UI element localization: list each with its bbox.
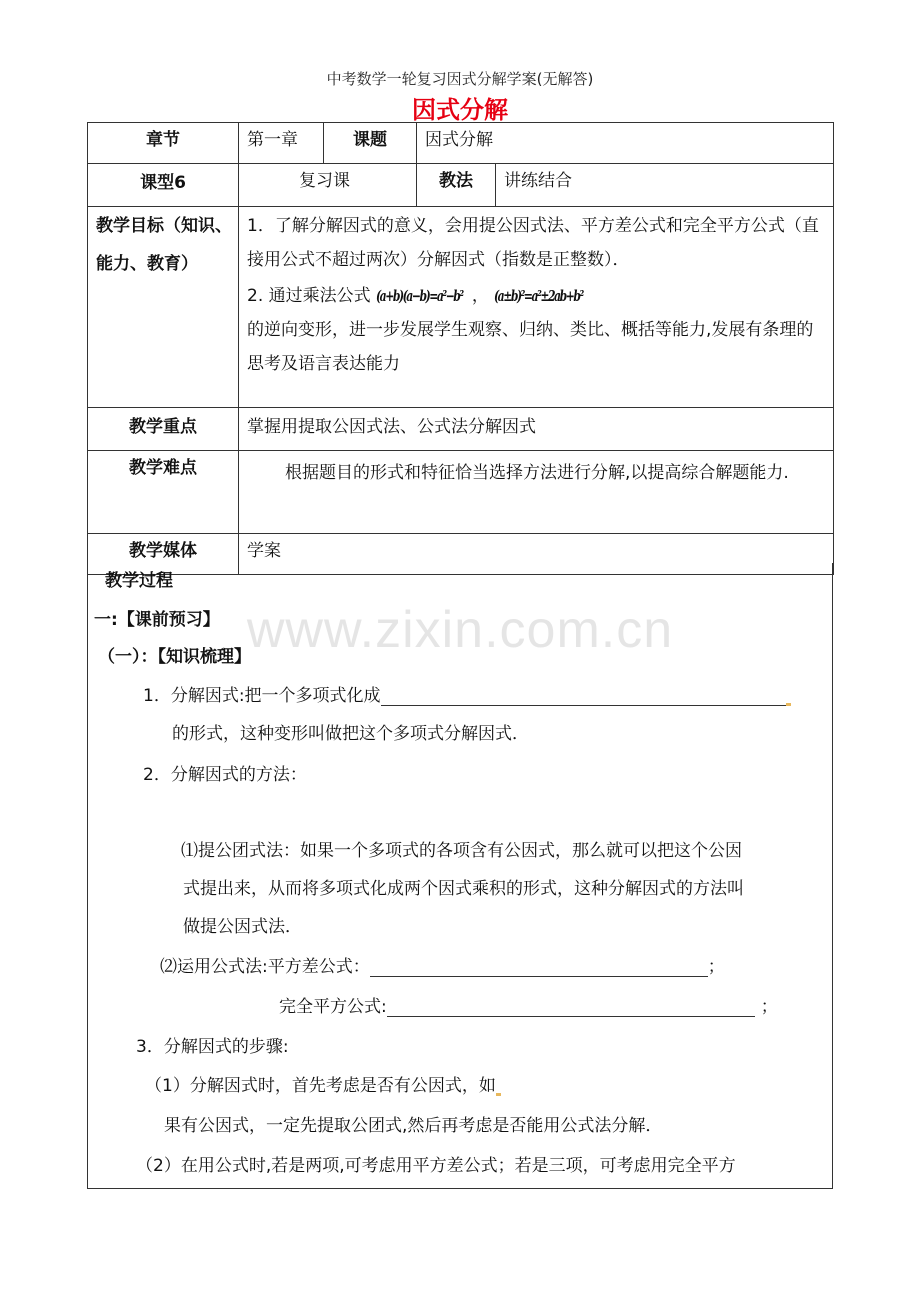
- item2: 2．分解因式的方法：: [143, 765, 307, 785]
- document-title: 因式分解: [412, 96, 508, 124]
- item1-blank: [381, 687, 786, 706]
- method2-line1: [160, 952, 725, 977]
- goals-label: 教学目标（知识、能力、教育）: [88, 207, 239, 408]
- goals-line3: 的逆向变形，进一步发展学生观察、归纳、类比、概括等能力,发展有条理的思考及语言表达能力: [247, 320, 814, 374]
- method-label: 教法: [417, 164, 496, 207]
- goals-line1: 1．了解分解因式的意义，会用提公因式法、平方差公式和完全平方公式（直接用公式不超过两次）分解因式（指数是正整数）．: [247, 216, 819, 270]
- topic-label: 课题: [324, 123, 417, 164]
- method2-text: ⑵运用公式法:平方差公式：: [160, 957, 370, 977]
- item3: 3．分解因式的步骤:: [136, 1037, 289, 1057]
- item1-text: 1．分解因式:把一个多项式化成: [143, 686, 381, 706]
- perfect-square-blank: [387, 998, 755, 1017]
- method2-line2-end: ；: [760, 997, 778, 1017]
- difference-of-squares-blank: [370, 958, 708, 977]
- goals-line2-prefix: 2. 通过乘法公式: [247, 286, 371, 306]
- difference-of-squares-formula: (a+b)(a−b)=a²−b²: [376, 287, 463, 305]
- document-header: 中考数学一轮复习因式分解学案(无解答): [326, 70, 594, 88]
- step2-line1: （2）在用公式时,若是两项,可考虑用平方差公式；若是三项，可考虑用完全平方: [136, 1156, 736, 1176]
- media-value: 学案: [239, 534, 834, 575]
- goals-line2: [247, 279, 823, 313]
- method2-end: ；: [707, 957, 725, 977]
- method1-line3: 做提公因式法．: [183, 917, 302, 937]
- mark-dot: [496, 1093, 501, 1096]
- media-label: 教学媒体: [88, 534, 239, 575]
- mark-dot: [786, 703, 791, 706]
- section-preview: 一:【课前预习】: [94, 610, 220, 630]
- method-value: 讲练结合: [496, 164, 834, 207]
- step1-text: （1）分解因式时，首先考虑是否有公因式，如: [145, 1076, 496, 1096]
- method1-line2: 式提出来，从而将多项式化成两个因式乘积的形式，这种分解因式的方法叫: [183, 879, 744, 899]
- difficulty-value: 根据题目的形式和特征恰当选择方法进行分解,以提高综合解题能力.: [239, 451, 834, 534]
- difficulty-label: 教学难点: [88, 451, 239, 534]
- goals-content: [239, 207, 834, 408]
- lesson-info-table: [87, 122, 834, 575]
- type-label: 课型6: [88, 164, 239, 207]
- chapter-value: 第一章: [239, 123, 324, 164]
- perfect-square-text: 完全平方公式:: [279, 997, 387, 1017]
- method2-line2: [279, 992, 778, 1017]
- item1-line1: [143, 681, 791, 706]
- item1-line2: 的形式，这种变形叫做把这个多项式分解因式．: [172, 724, 529, 744]
- focus-label: 教学重点: [88, 408, 239, 451]
- step1-line2: 果有公因式，一定先提取公团式,然后再考虑是否能用公式法分解．: [164, 1116, 663, 1136]
- step1-line1: [145, 1071, 501, 1096]
- process-heading: 教学过程: [105, 571, 173, 591]
- topic-value: 因式分解: [417, 123, 834, 164]
- focus-value: 掌握用提取公因式法、公式法分解因式: [239, 408, 834, 451]
- section-knowledge: （一）：【知识梳理】: [98, 647, 251, 667]
- perfect-square-formula: (a±b)²=a²±2ab+b²: [494, 287, 584, 305]
- method1-line1: ⑴提公团式法：如果一个多项式的各项含有公因式，那么就可以把这个公因: [181, 841, 742, 861]
- type-value: 复习课: [239, 164, 417, 207]
- formula-separator: ，: [471, 286, 489, 306]
- watermark: www.zixin.com.cn: [246, 601, 674, 659]
- chapter-label: 章节: [88, 123, 239, 164]
